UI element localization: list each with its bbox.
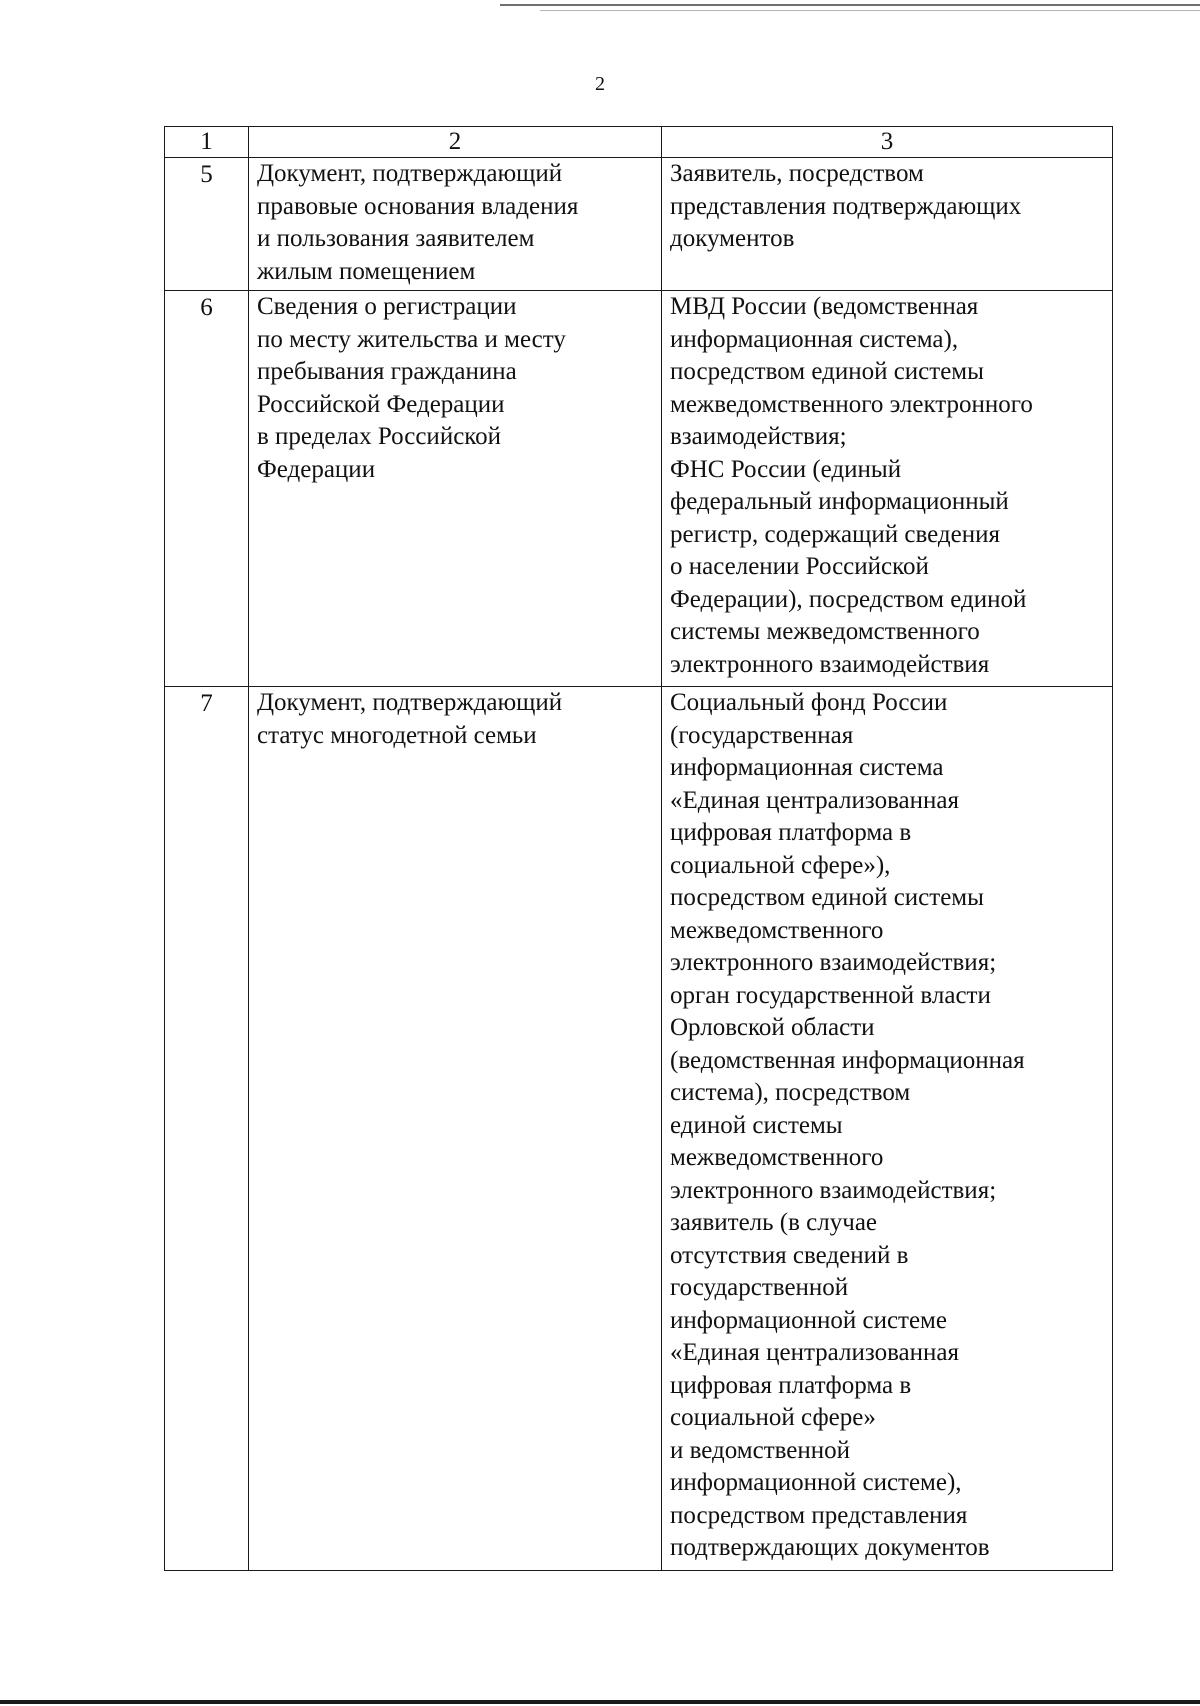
document-line: по месту жительства и месту [257, 325, 566, 353]
source-line: подтверждающих документов [670, 1534, 990, 1561]
header-cell-source: 3 [662, 127, 1113, 158]
scan-top-rule-secondary [540, 10, 1200, 11]
document-cell [249, 291, 662, 687]
document-line: Документ, подтверждающий [257, 160, 563, 187]
row-number-cell: 5 [165, 158, 249, 291]
source-line: информационная система [670, 754, 944, 781]
source-line: информационной системе [670, 1306, 947, 1334]
source-line: система), посредством [670, 1079, 911, 1106]
source-line: электронного взаимодействия; [670, 949, 997, 976]
source-line: (ведомственная информационная [670, 1046, 1025, 1074]
source-line: единой системы [670, 1111, 843, 1139]
source-line: межведомственного электронного [670, 390, 1033, 418]
source-line: заявитель (в случае [670, 1209, 878, 1236]
source-line: информационной системе), [670, 1469, 962, 1496]
document-cell [249, 158, 662, 291]
source-line: цифровая платформа в [670, 1371, 912, 1399]
source-cell [662, 687, 1113, 1571]
source-line: государственной [670, 1274, 849, 1301]
scan-bottom-rule [0, 1700, 1200, 1704]
document-line: пребывания гражданина [257, 358, 517, 385]
document-line: жилым помещением [257, 257, 476, 285]
source-line: «Единая централизованная [670, 786, 960, 814]
source-line: Социальный фонд России [670, 689, 948, 716]
source-line: Заявитель, посредством [670, 160, 924, 187]
table-row [165, 291, 1113, 687]
source-line: посредством единой системы [670, 884, 984, 911]
source-line: межведомственного [670, 1144, 884, 1171]
source-line: посредством представления [670, 1501, 968, 1529]
source-line: регистр, содержащий сведения [670, 520, 1000, 548]
source-line: федеральный информационный [670, 488, 1009, 515]
document-line: Сведения о регистрации [257, 293, 517, 320]
source-line: «Единая централизованная [670, 1339, 960, 1366]
header-cell-document: 2 [249, 127, 662, 158]
source-line: МВД России (ведомственная [670, 293, 979, 320]
source-line: посредством единой системы [670, 358, 984, 385]
source-line: системы межведомственного [670, 618, 980, 645]
source-cell [662, 158, 1113, 291]
source-line: социальной сфере» [670, 1404, 876, 1431]
table-header-row [165, 127, 1113, 158]
source-line: взаимодействия; [670, 423, 847, 450]
source-line: отсутствия сведений в [670, 1241, 909, 1269]
source-line: электронного взаимодействия [670, 650, 990, 678]
document-line: в пределах Российской [257, 423, 502, 450]
source-line: межведомственного [670, 916, 884, 944]
page-number: 2 [595, 73, 605, 95]
source-line: цифровая платформа в [670, 819, 912, 846]
document-line: статус многодетной семьи [257, 721, 537, 749]
table-row [165, 158, 1113, 291]
scan-top-rule [500, 4, 1200, 6]
source-line: информационная система), [670, 325, 959, 353]
source-line: электронного взаимодействия; [670, 1176, 997, 1204]
source-line: представления подтверждающих [670, 192, 1022, 220]
source-line: орган государственной власти [670, 981, 991, 1009]
row-number-cell: 6 [165, 291, 249, 687]
document-line: Федерации [257, 455, 376, 483]
source-line: ФНС России (единый [670, 455, 902, 483]
source-line: и ведомственной [670, 1436, 851, 1464]
source-line: о населении Российской [670, 553, 929, 580]
source-line: Орловской области [670, 1014, 875, 1041]
document-line: и пользования заявителем [257, 225, 535, 252]
source-cell [662, 291, 1113, 687]
header-cell-number: 1 [165, 127, 249, 158]
document-line: Документ, подтверждающий [257, 689, 563, 716]
document-line: правовые основания владения [257, 192, 579, 220]
source-line: социальной сфере»), [670, 851, 891, 879]
documents-table [164, 126, 1113, 1571]
table-row [165, 687, 1113, 1571]
source-line: (государственная [670, 721, 854, 749]
document-cell [249, 687, 662, 1571]
source-line: документов [670, 225, 795, 252]
document-line: Российской Федерации [257, 390, 505, 418]
row-number-cell: 7 [165, 687, 249, 1571]
source-line: Федерации), посредством единой [670, 585, 1027, 613]
